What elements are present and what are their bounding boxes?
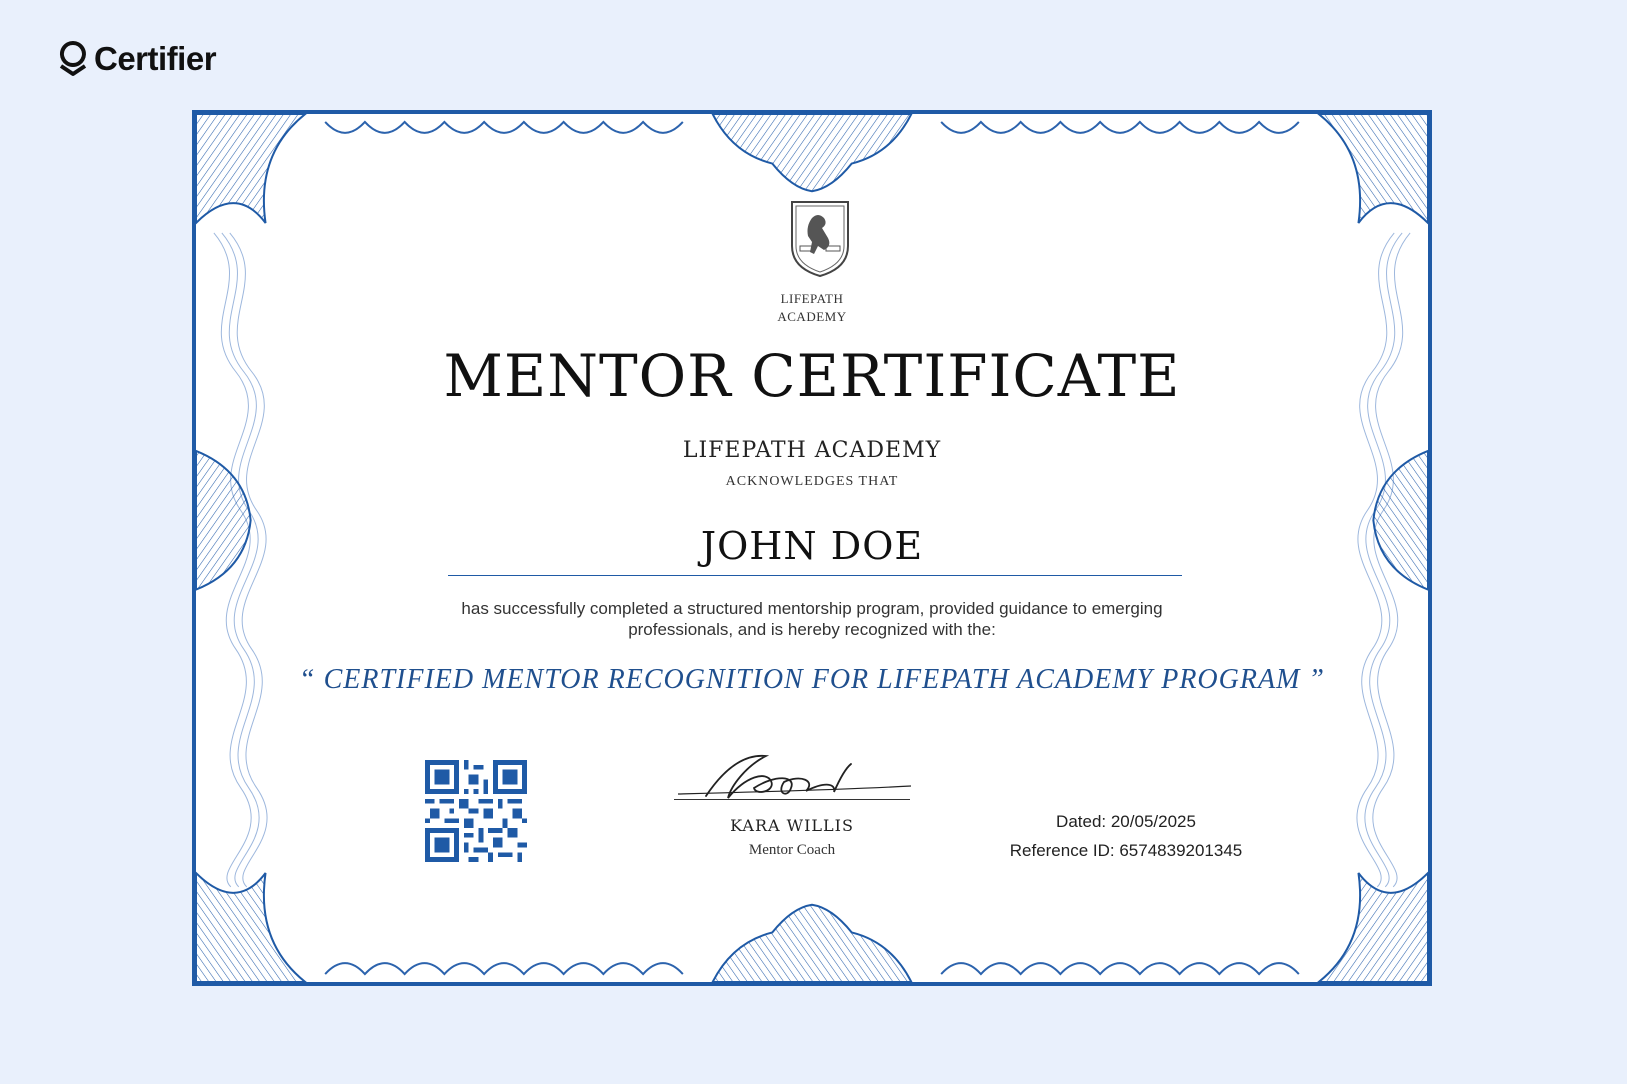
signer-name: KARA WILLIS <box>730 816 854 835</box>
certifier-logo-icon <box>58 40 88 78</box>
crest-org-line1: LIFEPATH <box>780 291 844 306</box>
certificate-title: MENTOR CERTIFICATE <box>443 342 1181 410</box>
issue-date: Dated: 20/05/2025 <box>1056 812 1196 831</box>
recipient-name: JOHN DOE <box>700 524 924 568</box>
brand-logo <box>58 40 216 78</box>
signature-image <box>676 746 916 810</box>
description-line-1: has successfully completed a structured mentorship program, provided guidance to emerging <box>461 599 1163 618</box>
lion-crest-icon <box>786 196 854 280</box>
qr-code-icon <box>425 760 527 862</box>
reference-id: Reference ID: 6574839201345 <box>1009 841 1243 860</box>
crest-org-line2: ACADEMY <box>777 309 847 324</box>
recipient-underline <box>448 575 1182 576</box>
certificate-description <box>196 598 1428 640</box>
description-line-2: professionals, and is hereby recognized with the: <box>628 620 996 639</box>
brand-name: Certifier <box>94 40 217 77</box>
program-title: “ CERTIFIED MENTOR RECOGNITION FOR LIFEPATH ACADEMY PROGRAM ” <box>299 664 1325 695</box>
crest-org-name <box>196 290 1428 326</box>
signer-role: Mentor Coach <box>748 842 836 858</box>
signature-line <box>674 799 910 800</box>
acknowledges-text: ACKNOWLEDGES THAT <box>725 474 899 489</box>
issuer-name: LIFEPATH ACADEMY <box>682 438 942 463</box>
certificate <box>192 110 1432 986</box>
